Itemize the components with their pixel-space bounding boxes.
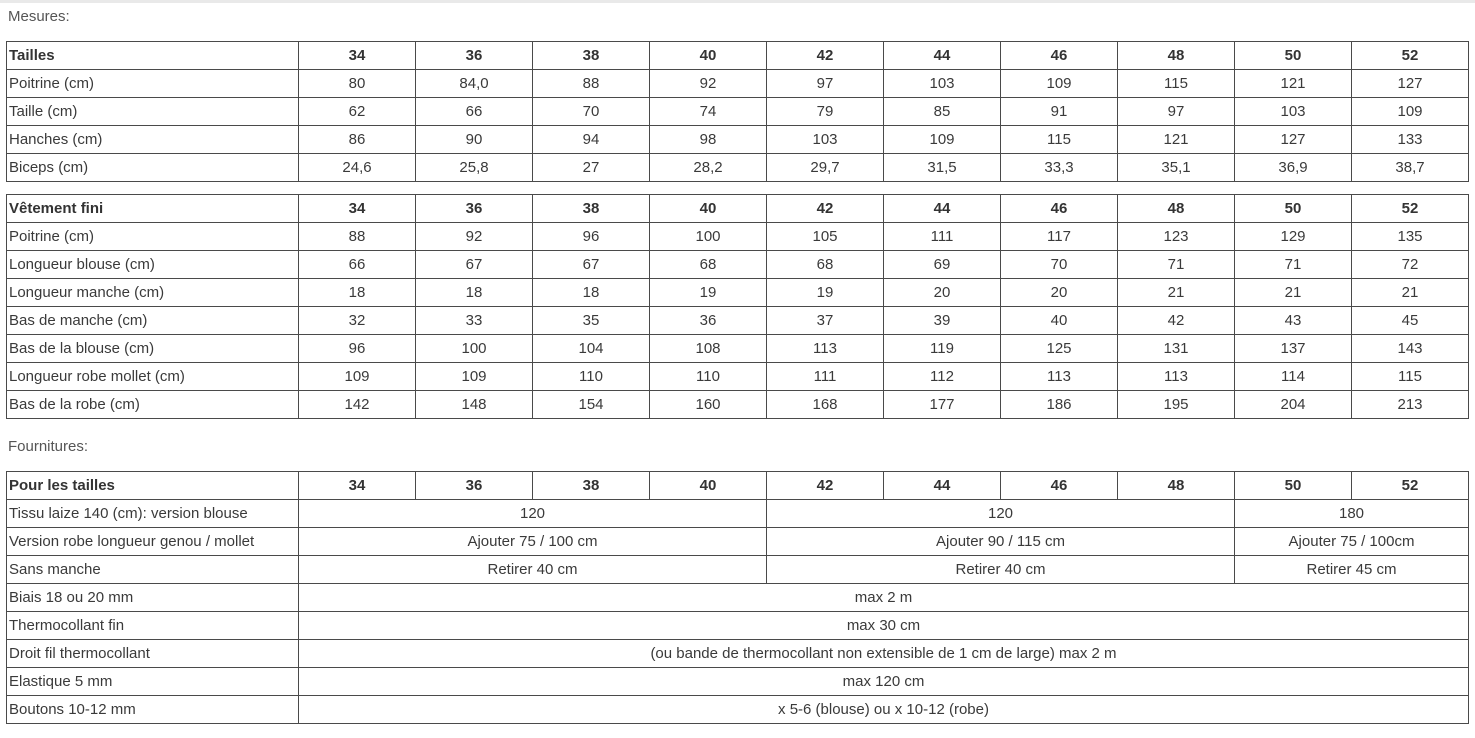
- table-row: [7, 335, 1469, 363]
- size-header: 46: [1001, 472, 1118, 500]
- size-header: 40: [650, 195, 767, 223]
- table-cell: 109: [299, 363, 416, 391]
- table-cell: Ajouter 75 / 100 cm: [299, 528, 767, 556]
- table-row: [7, 640, 1469, 668]
- table-row: [7, 251, 1469, 279]
- table-cell: Retirer 40 cm: [767, 556, 1235, 584]
- row-label: Poitrine (cm): [7, 223, 299, 251]
- table-cell: 79: [767, 98, 884, 126]
- table-cell: 97: [767, 70, 884, 98]
- size-header: 46: [1001, 195, 1118, 223]
- table-cell: max 2 m: [299, 584, 1469, 612]
- size-header: 34: [299, 42, 416, 70]
- table-cell: 28,2: [650, 154, 767, 182]
- table-row: [7, 307, 1469, 335]
- table-cell: 213: [1352, 391, 1469, 419]
- table-cell: 131: [1118, 335, 1235, 363]
- table-cell: 112: [884, 363, 1001, 391]
- table-cell: 35: [533, 307, 650, 335]
- table-row: [7, 70, 1469, 98]
- table-cell: 109: [884, 126, 1001, 154]
- table-cell: 103: [1235, 98, 1352, 126]
- measurements-table: [6, 41, 1469, 182]
- table-cell: 129: [1235, 223, 1352, 251]
- table-cell: 92: [650, 70, 767, 98]
- row-label: Thermocollant fin: [7, 612, 299, 640]
- table-cell: 96: [299, 335, 416, 363]
- table-cell: 33,3: [1001, 154, 1118, 182]
- table-cell: 71: [1235, 251, 1352, 279]
- row-label: Tissu laize 140 (cm): version blouse: [7, 500, 299, 528]
- table-cell: 103: [884, 70, 1001, 98]
- table-cell: 72: [1352, 251, 1469, 279]
- table-cell: 111: [884, 223, 1001, 251]
- size-header: 38: [533, 195, 650, 223]
- table-cell: Retirer 40 cm: [299, 556, 767, 584]
- table-cell: 68: [767, 251, 884, 279]
- size-header: 52: [1352, 472, 1469, 500]
- table-cell: 68: [650, 251, 767, 279]
- table-cell: 36: [650, 307, 767, 335]
- table-cell: 21: [1352, 279, 1469, 307]
- row-label: Poitrine (cm): [7, 70, 299, 98]
- row-label: Elastique 5 mm: [7, 668, 299, 696]
- table-cell: 120: [767, 500, 1235, 528]
- table-cell: 69: [884, 251, 1001, 279]
- table-cell: 20: [884, 279, 1001, 307]
- table-cell: 109: [416, 363, 533, 391]
- table-cell: 117: [1001, 223, 1118, 251]
- table-cell: 45: [1352, 307, 1469, 335]
- table-row: [7, 556, 1469, 584]
- table-cell: 168: [767, 391, 884, 419]
- row-label: Boutons 10-12 mm: [7, 696, 299, 724]
- row-label: Bas de la robe (cm): [7, 391, 299, 419]
- size-header: 34: [299, 195, 416, 223]
- size-header: 36: [416, 42, 533, 70]
- size-header: 52: [1352, 195, 1469, 223]
- table-row: [7, 584, 1469, 612]
- table-cell: 84,0: [416, 70, 533, 98]
- table-cell: 123: [1118, 223, 1235, 251]
- table-cell: 98: [650, 126, 767, 154]
- table-cell: 32: [299, 307, 416, 335]
- table-row: [7, 528, 1469, 556]
- table-cell: 120: [299, 500, 767, 528]
- table-row: [7, 696, 1469, 724]
- table-cell: 100: [650, 223, 767, 251]
- table-cell: 186: [1001, 391, 1118, 419]
- table-cell: 100: [416, 335, 533, 363]
- table-cell: max 30 cm: [299, 612, 1469, 640]
- finished-header: Vêtement fini: [7, 195, 299, 223]
- size-header: 48: [1118, 42, 1235, 70]
- size-header: 40: [650, 42, 767, 70]
- size-header: 38: [533, 472, 650, 500]
- table-cell: 80: [299, 70, 416, 98]
- size-header: 46: [1001, 42, 1118, 70]
- table-cell: 113: [1118, 363, 1235, 391]
- table-cell: 71: [1118, 251, 1235, 279]
- size-header: 42: [767, 195, 884, 223]
- size-header: 40: [650, 472, 767, 500]
- table-cell: 31,5: [884, 154, 1001, 182]
- table-cell: 37: [767, 307, 884, 335]
- table-cell: 40: [1001, 307, 1118, 335]
- size-header: 48: [1118, 195, 1235, 223]
- supplies-section-label: Fournitures:: [8, 438, 89, 455]
- row-label: Version robe longueur genou / mollet: [7, 528, 299, 556]
- table-cell: 108: [650, 335, 767, 363]
- table-cell: x 5-6 (blouse) ou x 10-12 (robe): [299, 696, 1469, 724]
- table-cell: 70: [533, 98, 650, 126]
- table-cell: Retirer 45 cm: [1235, 556, 1469, 584]
- size-header: 36: [416, 472, 533, 500]
- table-cell: 114: [1235, 363, 1352, 391]
- table-cell: 21: [1118, 279, 1235, 307]
- size-header: 42: [767, 472, 884, 500]
- table-row: [7, 668, 1469, 696]
- table-cell: Ajouter 90 / 115 cm: [767, 528, 1235, 556]
- size-header: 50: [1235, 195, 1352, 223]
- table-cell: max 120 cm: [299, 668, 1469, 696]
- row-label: Bas de la blouse (cm): [7, 335, 299, 363]
- table-cell: 39: [884, 307, 1001, 335]
- table-row: [7, 154, 1469, 182]
- table-cell: 115: [1118, 70, 1235, 98]
- supplies-table: [6, 471, 1469, 724]
- table-cell: 103: [767, 126, 884, 154]
- table-cell: 86: [299, 126, 416, 154]
- size-header: 50: [1235, 472, 1352, 500]
- table-cell: 148: [416, 391, 533, 419]
- table-cell: 119: [884, 335, 1001, 363]
- table-cell: 21: [1235, 279, 1352, 307]
- table-cell: 160: [650, 391, 767, 419]
- measurements-header-row: [7, 42, 1469, 70]
- table-cell: 18: [299, 279, 416, 307]
- table-cell: 204: [1235, 391, 1352, 419]
- table-cell: 109: [1352, 98, 1469, 126]
- table-cell: 109: [1001, 70, 1118, 98]
- table-cell: Ajouter 75 / 100cm: [1235, 528, 1469, 556]
- row-label: Hanches (cm): [7, 126, 299, 154]
- table-cell: 19: [650, 279, 767, 307]
- table-cell: 113: [1001, 363, 1118, 391]
- table-row: [7, 363, 1469, 391]
- table-cell: 36,9: [1235, 154, 1352, 182]
- table-cell: 18: [533, 279, 650, 307]
- table-cell: 25,8: [416, 154, 533, 182]
- table-cell: 85: [884, 98, 1001, 126]
- table-row: [7, 126, 1469, 154]
- size-header: 34: [299, 472, 416, 500]
- table-cell: 90: [416, 126, 533, 154]
- table-cell: 110: [533, 363, 650, 391]
- table-cell: 97: [1118, 98, 1235, 126]
- table-cell: 74: [650, 98, 767, 126]
- supplies-header: Pour les tailles: [7, 472, 299, 500]
- row-label: Taille (cm): [7, 98, 299, 126]
- table-cell: 94: [533, 126, 650, 154]
- row-label: Bas de manche (cm): [7, 307, 299, 335]
- size-header: 52: [1352, 42, 1469, 70]
- table-cell: 43: [1235, 307, 1352, 335]
- table-row: [7, 500, 1469, 528]
- measures-section-label: Mesures:: [8, 8, 70, 25]
- table-cell: 127: [1235, 126, 1352, 154]
- size-header: 42: [767, 42, 884, 70]
- table-cell: 29,7: [767, 154, 884, 182]
- table-cell: 142: [299, 391, 416, 419]
- table-cell: 67: [416, 251, 533, 279]
- table-cell: 115: [1352, 363, 1469, 391]
- table-cell: 104: [533, 335, 650, 363]
- row-label: Droit fil thermocollant: [7, 640, 299, 668]
- table-cell: 91: [1001, 98, 1118, 126]
- table-row: [7, 612, 1469, 640]
- table-cell: 180: [1235, 500, 1469, 528]
- finished-header-row: [7, 195, 1469, 223]
- table-cell: 24,6: [299, 154, 416, 182]
- table-cell: 35,1: [1118, 154, 1235, 182]
- table-cell: 110: [650, 363, 767, 391]
- size-header: 50: [1235, 42, 1352, 70]
- top-divider: [0, 0, 1475, 3]
- row-label: Longueur robe mollet (cm): [7, 363, 299, 391]
- size-header: 44: [884, 472, 1001, 500]
- table-row: [7, 279, 1469, 307]
- row-label: Biceps (cm): [7, 154, 299, 182]
- table-cell: 133: [1352, 126, 1469, 154]
- table-cell: 33: [416, 307, 533, 335]
- table-cell: 88: [533, 70, 650, 98]
- table-cell: 143: [1352, 335, 1469, 363]
- table-cell: 62: [299, 98, 416, 126]
- table-cell: 20: [1001, 279, 1118, 307]
- table-cell: 121: [1118, 126, 1235, 154]
- table-cell: (ou bande de thermocollant non extensible de 1 cm de large) max 2 m: [299, 640, 1469, 668]
- table-cell: 38,7: [1352, 154, 1469, 182]
- size-header: 44: [884, 42, 1001, 70]
- table-cell: 27: [533, 154, 650, 182]
- table-cell: 67: [533, 251, 650, 279]
- table-cell: 137: [1235, 335, 1352, 363]
- row-label: Biais 18 ou 20 mm: [7, 584, 299, 612]
- table-cell: 113: [767, 335, 884, 363]
- finished-garment-table: [6, 194, 1469, 419]
- table-cell: 135: [1352, 223, 1469, 251]
- table-cell: 154: [533, 391, 650, 419]
- table-cell: 70: [1001, 251, 1118, 279]
- table-cell: 111: [767, 363, 884, 391]
- row-label: Longueur manche (cm): [7, 279, 299, 307]
- table-cell: 66: [416, 98, 533, 126]
- table-cell: 121: [1235, 70, 1352, 98]
- table-cell: 195: [1118, 391, 1235, 419]
- table-cell: 96: [533, 223, 650, 251]
- table-cell: 125: [1001, 335, 1118, 363]
- row-label: Longueur blouse (cm): [7, 251, 299, 279]
- table-cell: 115: [1001, 126, 1118, 154]
- table-row: [7, 98, 1469, 126]
- table-cell: 42: [1118, 307, 1235, 335]
- size-header: 36: [416, 195, 533, 223]
- table-cell: 18: [416, 279, 533, 307]
- table-cell: 66: [299, 251, 416, 279]
- table-cell: 19: [767, 279, 884, 307]
- size-header: 38: [533, 42, 650, 70]
- row-label: Sans manche: [7, 556, 299, 584]
- size-header: 44: [884, 195, 1001, 223]
- size-header: 48: [1118, 472, 1235, 500]
- supplies-header-row: [7, 472, 1469, 500]
- table-cell: 92: [416, 223, 533, 251]
- table-cell: 105: [767, 223, 884, 251]
- sizes-header: Tailles: [7, 42, 299, 70]
- table-cell: 177: [884, 391, 1001, 419]
- table-row: [7, 391, 1469, 419]
- table-cell: 88: [299, 223, 416, 251]
- table-cell: 127: [1352, 70, 1469, 98]
- table-row: [7, 223, 1469, 251]
